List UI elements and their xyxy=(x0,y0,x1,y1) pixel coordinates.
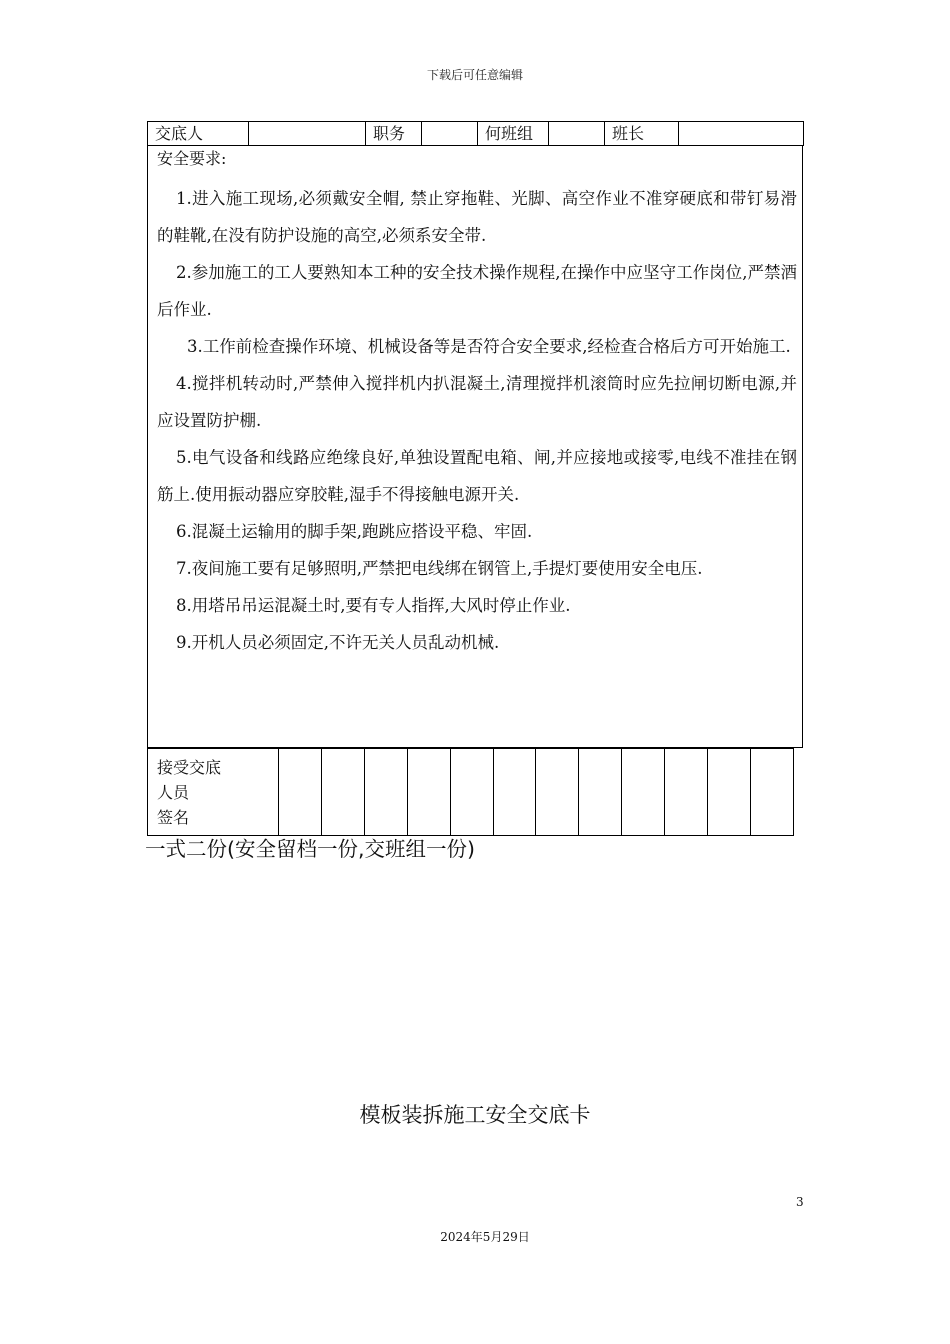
signature-row xyxy=(148,749,794,836)
presenter-label: 交底人 xyxy=(148,122,249,146)
signature-label xyxy=(148,749,279,836)
signature-slot[interactable] xyxy=(665,749,708,836)
team-field[interactable] xyxy=(549,122,605,146)
copies-note: 一式二份(安全留档一份,交班组一份) xyxy=(145,837,476,861)
info-table xyxy=(147,121,804,146)
requirement-item: 3.工作前检查操作环境、机械设备等是否符合安全要求,经检查合格后方可开始施工. xyxy=(187,337,791,356)
requirement-item: 5.电气设备和线路应绝缘良好,单独设置配电箱、闸,并应接地或接零,电线不准挂在钢筋上.使用振动器应穿胶鞋,湿手不得接触电源开关. xyxy=(157,448,797,504)
signature-slot[interactable] xyxy=(279,749,322,836)
signature-slot[interactable] xyxy=(579,749,622,836)
signature-label-line: 人员 xyxy=(157,782,190,802)
signature-slot[interactable] xyxy=(321,749,364,836)
signature-slot[interactable] xyxy=(450,749,493,836)
position-label: 职务 xyxy=(366,122,422,146)
requirements-box xyxy=(147,146,803,748)
presenter-field[interactable] xyxy=(249,122,366,146)
requirement-item: 4.搅拌机转动时,严禁伸入搅拌机内扒混凝土,清理搅拌机滚筒时应先拉闸切断电源,并应设置防护棚. xyxy=(157,374,797,430)
requirement-item: 1.进入施工现场,必须戴安全帽, 禁止穿拖鞋、光脚、高空作业不准穿硬底和带钉易滑的鞋靴,在没有防护设施的高空,必须系安全带. xyxy=(157,189,797,245)
requirements-list xyxy=(157,180,797,661)
team-label: 何班组 xyxy=(478,122,549,146)
signature-slot[interactable] xyxy=(536,749,579,836)
signature-label-line: 签名 xyxy=(157,807,190,827)
signature-table xyxy=(147,748,794,836)
requirement-item: 9.开机人员必须固定,不许无关人员乱动机械. xyxy=(176,633,500,652)
document-title: 模板装拆施工安全交底卡 xyxy=(359,1103,591,1127)
signature-slot[interactable] xyxy=(493,749,536,836)
footer-date: 2024年5月29日 xyxy=(440,1230,530,1244)
requirement-item: 6.混凝土运输用的脚手架,跑跳应搭设平稳、牢固. xyxy=(176,522,533,541)
leader-field[interactable] xyxy=(679,122,804,146)
signature-slot[interactable] xyxy=(622,749,665,836)
requirement-item: 2.参加施工的工人要熟知本工种的安全技术操作规程,在操作中应坚守工作岗位,严禁酒后作业. xyxy=(157,263,797,319)
signature-slot[interactable] xyxy=(364,749,407,836)
header-note: 下载后可任意编辑 xyxy=(426,68,523,82)
signature-slot[interactable] xyxy=(708,749,751,836)
signature-slot[interactable] xyxy=(407,749,450,836)
info-row xyxy=(148,122,804,146)
position-field[interactable] xyxy=(422,122,478,146)
signature-label-line: 接受交底 xyxy=(157,757,222,777)
requirement-item: 8.用塔吊吊运混凝土时,要有专人指挥,大风时停止作业. xyxy=(176,596,571,615)
leader-label: 班长 xyxy=(605,122,679,146)
requirement-item: 7.夜间施工要有足够照明,严禁把电线绑在钢管上,手提灯要使用安全电压. xyxy=(176,559,703,578)
signature-slot[interactable] xyxy=(750,749,793,836)
requirements-title: 安全要求: xyxy=(157,149,227,168)
page-number: 3 xyxy=(796,1195,804,1209)
